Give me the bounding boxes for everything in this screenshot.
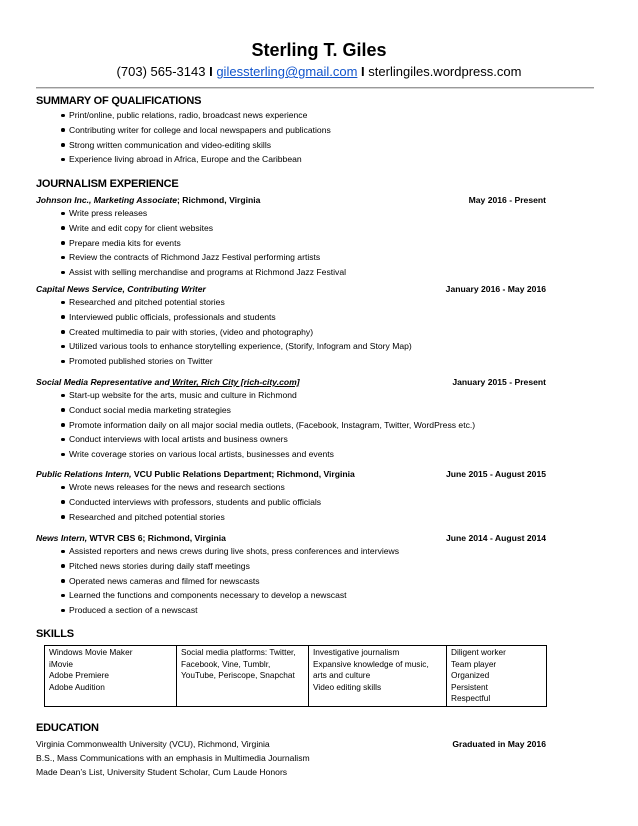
summary-list: [36, 108, 331, 167]
list-item: Utilized various tools to enhance storytelling experience, (Storify, Infogram and Story Map): [36, 339, 412, 354]
education-honors: Made Dean’s List, University Student Scholar, Cum Laude Honors: [36, 767, 288, 777]
job-duties: [36, 388, 475, 462]
education-degree: B.S., Mass Communications with an emphasis in Multimedia Journalism: [36, 753, 310, 763]
separator: I: [209, 64, 213, 79]
job-heading: [36, 377, 546, 387]
job-duties: [36, 544, 399, 618]
list-item: Promote information daily on all major social media outlets, (Facebook, Instagram, Twitter, WordPress etc.): [36, 418, 475, 433]
job-duties: [36, 480, 321, 524]
job-role: Capital News Service, Contributing Writer: [36, 284, 206, 294]
skills-table: [44, 645, 547, 707]
school-name: Virginia Commonwealth University (VCU), Richmond, Virginia: [36, 739, 270, 749]
list-item: Start-up website for the arts, music and culture in Richmond: [36, 388, 475, 403]
skill-item: Persistent: [451, 681, 488, 692]
job-heading: [36, 533, 546, 543]
skill-item: Facebook, Vine, Tumblr,: [181, 658, 271, 669]
contact-line: [0, 64, 638, 79]
skill-item: iMovie: [49, 658, 73, 669]
separator: I: [361, 64, 365, 79]
skill-item: arts and culture: [313, 670, 371, 680]
skill-item: Organized: [451, 670, 490, 680]
job-heading: [36, 469, 546, 479]
job-dates: January 2015 - Present: [452, 377, 546, 387]
job-heading: [36, 284, 546, 294]
skill-item: Investigative journalism: [313, 647, 400, 657]
list-item: Experience living abroad in Africa, Europe and the Caribbean: [36, 152, 331, 167]
list-item: Promoted published stories on Twitter: [36, 354, 412, 369]
list-item: Contributing writer for college and local newspapers and publications: [36, 123, 331, 138]
list-item: Conduct social media marketing strategies: [36, 403, 475, 418]
list-item: Write and edit copy for client websites: [36, 221, 346, 236]
skill-item: Adobe Audition: [49, 681, 105, 692]
list-item: Write coverage stories on various local artists, businesses and events: [36, 447, 475, 462]
list-item: Strong written communication and video-editing skills: [36, 138, 331, 153]
job-dates: June 2014 - August 2014: [446, 533, 546, 543]
education-school: [36, 739, 546, 749]
list-item: Researched and pitched potential stories: [36, 510, 321, 525]
list-item: Print/online, public relations, radio, broadcast news experience: [36, 108, 331, 123]
table-row: [45, 646, 547, 707]
skill-item: Adobe Premiere: [49, 670, 109, 680]
list-item: Write press releases: [36, 206, 346, 221]
list-item: Assist with selling merchandise and programs at Richmond Jazz Festival: [36, 265, 346, 280]
job-location: WTVR CBS 6; Richmond, Virginia: [87, 533, 226, 543]
job-dates: June 2015 - August 2015: [446, 469, 546, 479]
skills-cell: [309, 646, 447, 707]
job-duties: [36, 295, 412, 369]
header-divider: [36, 87, 594, 89]
skill-item: Diligent worker: [451, 647, 506, 657]
list-item: Conducted interviews with professors, students and public officials: [36, 495, 321, 510]
skill-item: YouTube, Periscope, Snapchat: [181, 670, 295, 680]
skill-item: Windows Movie Maker: [49, 647, 133, 657]
skill-item: Social media platforms: Twitter,: [181, 647, 296, 657]
job-dates: January 2016 - May 2016: [445, 284, 546, 294]
list-item: Learned the functions and components necessary to develop a newscast: [36, 588, 399, 603]
list-item: Review the contracts of Richmond Jazz Festival performing artists: [36, 250, 346, 265]
job-role: Public Relations Intern,: [36, 469, 132, 479]
job-location: VCU Public Relations Department; Richmond, Virginia: [131, 469, 355, 479]
job-dates: May 2016 - Present: [468, 195, 546, 205]
list-item: Wrote news releases for the news and research sections: [36, 480, 321, 495]
section-title-education: EDUCATION: [36, 722, 99, 734]
skills-cell: [447, 646, 547, 707]
skills-cell: [177, 646, 309, 707]
skill-item: Video editing skills: [313, 681, 382, 692]
job-duties: [36, 206, 346, 280]
list-item: Assisted reporters and news crews during live shots, press conferences and interviews: [36, 544, 399, 559]
list-item: Produced a section of a newscast: [36, 603, 399, 618]
skill-item: Respectful: [451, 693, 491, 703]
list-item: Interviewed public officials, professionals and students: [36, 310, 412, 325]
list-item: Researched and pitched potential stories: [36, 295, 412, 310]
website-text: sterlingiles.wordpress.com: [368, 64, 522, 79]
job-role: Social Media Representative and: [36, 377, 170, 387]
graduation-date: Graduated in May 2016: [452, 739, 546, 749]
job-role: Johnson Inc., Marketing Associate: [36, 195, 178, 205]
list-item: Operated news cameras and filmed for newscasts: [36, 574, 399, 589]
list-item: Conduct interviews with local artists and business owners: [36, 432, 475, 447]
email-link[interactable]: gilessterling@gmail.com: [216, 64, 358, 79]
section-title-journalism: JOURNALISM EXPERIENCE: [36, 178, 179, 190]
section-title-summary: SUMMARY OF QUALIFICATIONS: [36, 95, 202, 107]
phone-number: (703) 565-3143: [116, 64, 206, 79]
list-item: Created multimedia to pair with stories, (video and photography): [36, 325, 412, 340]
skill-item: Team player: [451, 658, 497, 669]
list-item: Pitched news stories during daily staff meetings: [36, 559, 399, 574]
list-item: Prepare media kits for events: [36, 236, 346, 251]
job-role: News Intern,: [36, 533, 88, 543]
job-heading: [36, 195, 546, 205]
candidate-name: Sterling T. Giles: [251, 40, 387, 60]
skills-cell: [45, 646, 177, 707]
skill-item: Expansive knowledge of music,: [313, 658, 429, 669]
job-location: ; Richmond, Virginia: [177, 195, 261, 205]
section-title-skills: SKILLS: [36, 628, 74, 640]
job-location: Writer, Rich City [rich-city.com]: [169, 377, 300, 387]
